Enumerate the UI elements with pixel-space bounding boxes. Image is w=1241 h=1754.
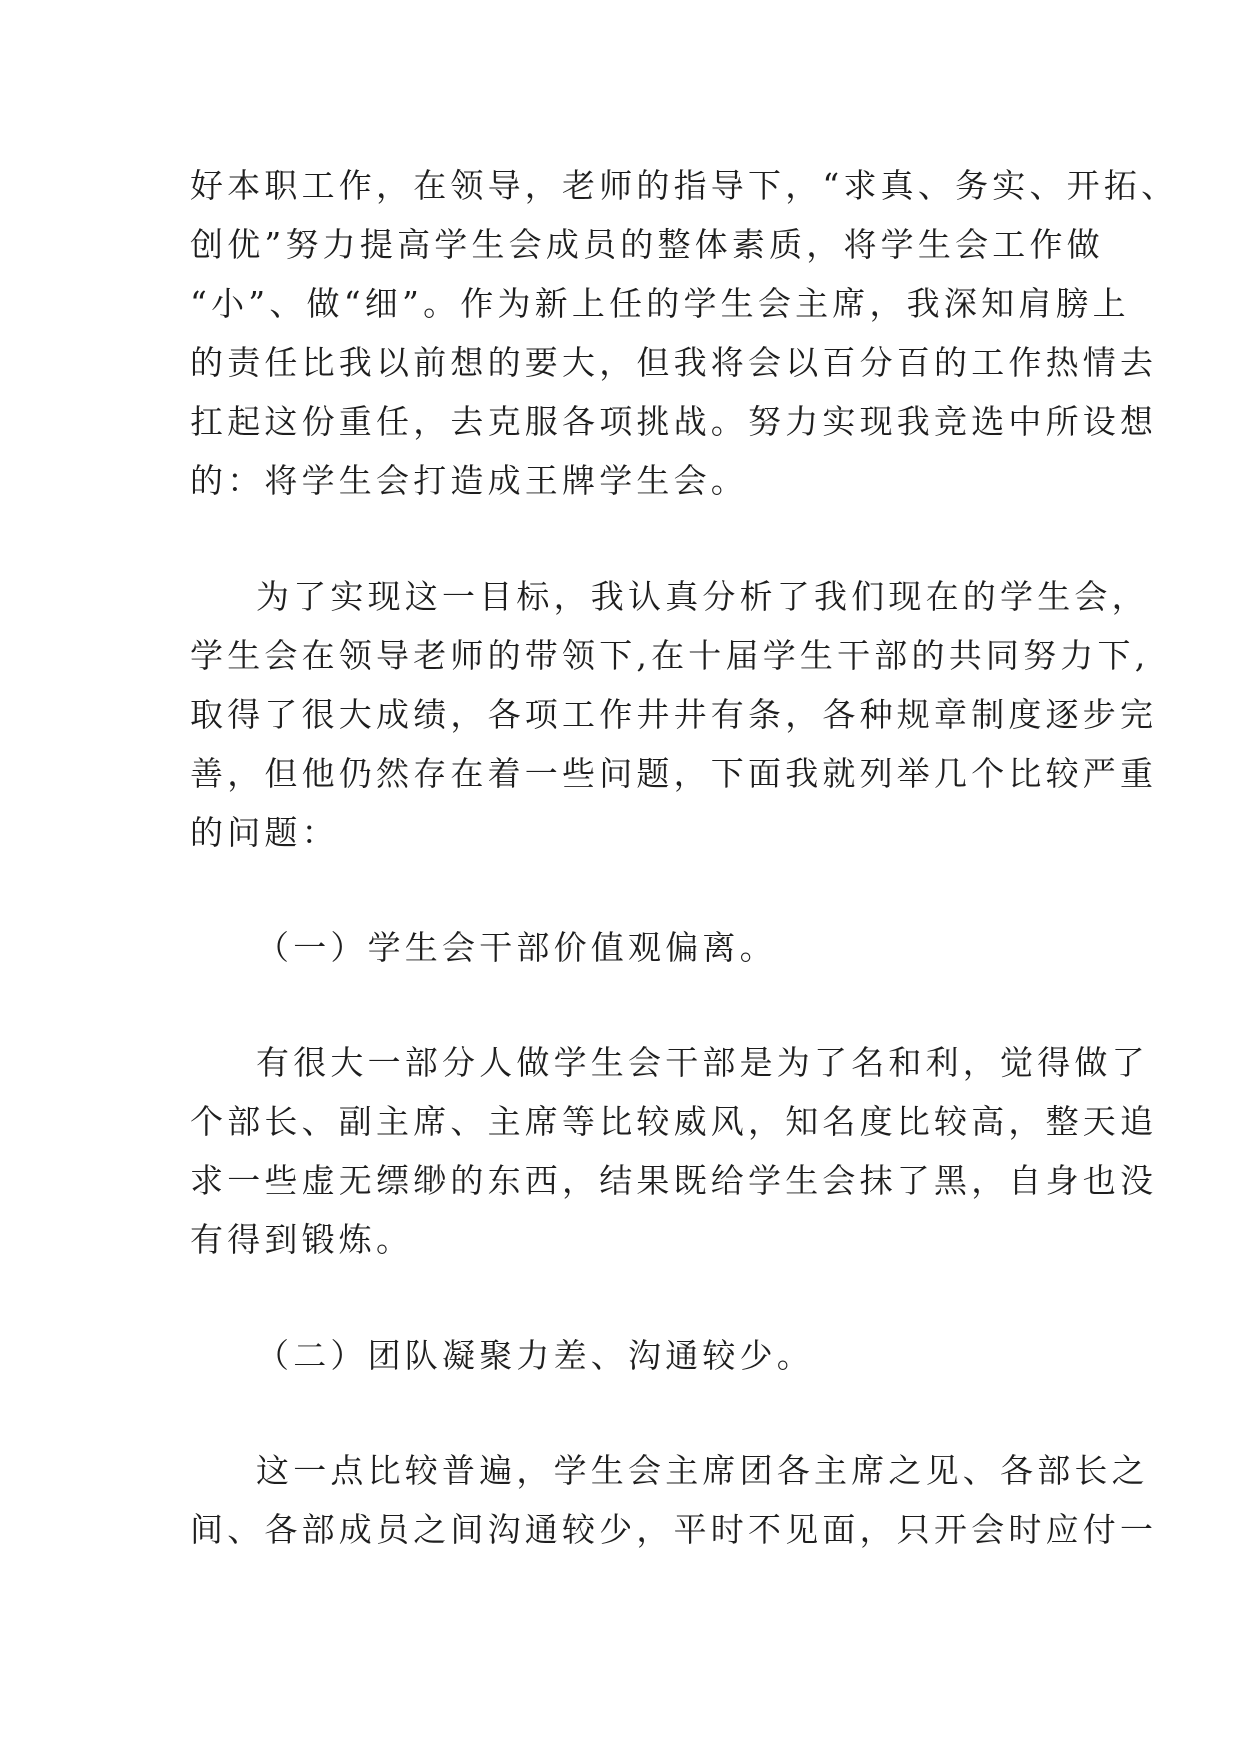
- paragraph-2-line-2: 学生会在领导老师的带领下,在十届学生干部的共同努力下,: [190, 636, 1150, 675]
- paragraph-2-line-5: 的问题：: [190, 813, 339, 852]
- paragraph-4-line-2: 间、各部成员之间沟通较少，平时不见面，只开会时应付一: [190, 1510, 1158, 1549]
- paragraph-1-line-1: 好本职工作，在领导，老师的指导下，“求真、务实、开拓、: [190, 166, 1179, 205]
- paragraph-1-line-4: 的责任比我以前想的要大，但我将会以百分百的工作热情去: [190, 343, 1158, 382]
- paragraph-3-line-2: 个部长、副主席、主席等比较威风，知名度比较高，整天追: [190, 1102, 1158, 1141]
- paragraph-1-line-3: “小”、做“细”。作为新上任的学生会主席，我深知肩膀上: [190, 284, 1130, 323]
- paragraph-1-line-6: 的：将学生会打造成王牌学生会。: [190, 461, 748, 500]
- paragraph-1-line-5: 扛起这份重任，去克服各项挑战。努力实现我竞选中所设想: [190, 402, 1158, 441]
- paragraph-1-line-2: 创优”努力提高学生会成员的整体素质，将学生会工作做: [190, 225, 1104, 264]
- paragraph-2-line-3: 取得了很大成绩，各项工作井井有条，各种规章制度逐步完: [190, 695, 1158, 734]
- paragraph-2-line-4: 善，但他仍然存在着一些问题，下面我就列举几个比较严重: [190, 754, 1158, 793]
- paragraph-4-line-1: 这一点比较普遍，学生会主席团各主席之见、各部长之: [256, 1451, 1149, 1490]
- section-heading-2: （二）团队凝聚力差、沟通较少。: [256, 1336, 814, 1375]
- paragraph-2-line-1: 为了实现这一目标，我认真分析了我们现在的学生会，: [256, 577, 1149, 616]
- paragraph-3-line-4: 有得到锻炼。: [190, 1220, 414, 1259]
- paragraph-3-line-1: 有很大一部分人做学生会干部是为了名和利，觉得做了: [256, 1043, 1149, 1082]
- section-heading-1: （一）学生会干部价值观偏离。: [256, 928, 777, 967]
- paragraph-3-line-3: 求一些虚无缥缈的东西，结果既给学生会抹了黑，自身也没: [190, 1161, 1158, 1200]
